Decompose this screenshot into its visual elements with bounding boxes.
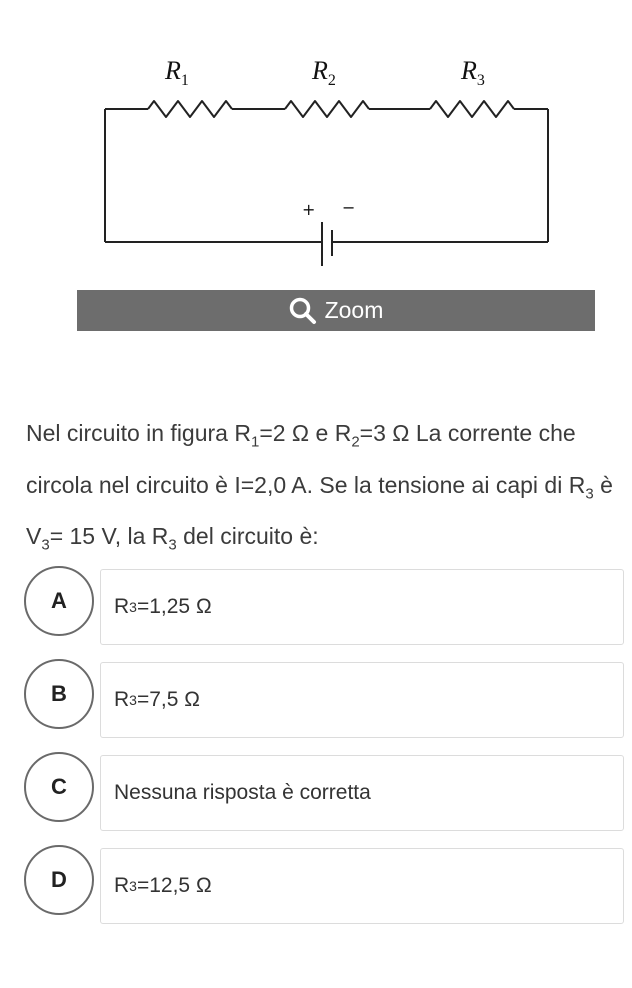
question-text — [26, 412, 616, 567]
label-r3-text: R — [461, 56, 477, 85]
question-part: =3 Ω La corrente che circola nel circuito è I=2,0 A. Se la tensione ai capi di R — [26, 420, 586, 498]
zoom-button[interactable] — [77, 290, 595, 331]
question-sub: 2 — [351, 433, 360, 451]
option-d-box[interactable] — [100, 848, 624, 924]
label-r3-sub: 3 — [476, 72, 485, 90]
option-d-value: =12,5 Ω — [136, 874, 212, 897]
question-sub: 3 — [168, 536, 177, 554]
option-d-text: R — [114, 874, 130, 897]
search-icon — [289, 297, 317, 325]
battery-plus-sign: + — [302, 200, 316, 219]
option-b-letter: B — [24, 659, 94, 729]
question-part: = 15 V, la R — [49, 523, 169, 550]
option-c-letter: C — [24, 752, 94, 822]
resistor-r3 — [430, 101, 514, 117]
question-part: è V — [26, 471, 613, 550]
question-part: del circuito è: — [176, 523, 319, 550]
resistor-r1 — [148, 101, 232, 117]
battery-minus-sign: − — [342, 198, 356, 217]
option-c-text: Nessuna risposta è corretta — [114, 781, 371, 804]
circuit-svg — [0, 0, 632, 285]
label-r1 — [165, 56, 189, 90]
circuit-diagram — [0, 0, 632, 285]
question-part: =2 Ω e R — [259, 420, 352, 446]
option-a-text: R — [114, 595, 130, 618]
option-c[interactable] — [24, 755, 624, 833]
option-a-letter: A — [24, 566, 94, 636]
label-r2-sub: 2 — [327, 72, 336, 90]
option-c-box[interactable] — [100, 755, 624, 831]
zoom-label: Zoom — [324, 297, 384, 323]
option-d-letter: D — [24, 845, 94, 915]
option-d[interactable] — [24, 848, 624, 926]
label-r2 — [312, 56, 336, 90]
option-a-sub: 3 — [129, 599, 137, 615]
label-r1-sub: 1 — [180, 72, 189, 90]
option-b-box[interactable] — [100, 662, 624, 738]
option-b-value: =7,5 Ω — [136, 688, 200, 711]
label-r1-text: R — [165, 56, 181, 85]
label-r2-text: R — [312, 56, 328, 85]
option-a-box[interactable] — [100, 569, 624, 645]
option-b-text: R — [114, 688, 130, 711]
label-r3 — [461, 56, 485, 90]
option-a[interactable] — [24, 569, 624, 647]
question-sub: 1 — [250, 433, 260, 451]
question-part: Nel circuito in figura R — [26, 420, 251, 446]
resistor-r2 — [285, 101, 369, 117]
question-sub: 3 — [41, 536, 50, 554]
option-a-value: =1,25 Ω — [136, 595, 212, 618]
option-d-sub: 3 — [129, 878, 137, 894]
option-b-sub: 3 — [129, 692, 137, 708]
question-sub: 3 — [585, 485, 594, 503]
option-b[interactable] — [24, 662, 624, 740]
